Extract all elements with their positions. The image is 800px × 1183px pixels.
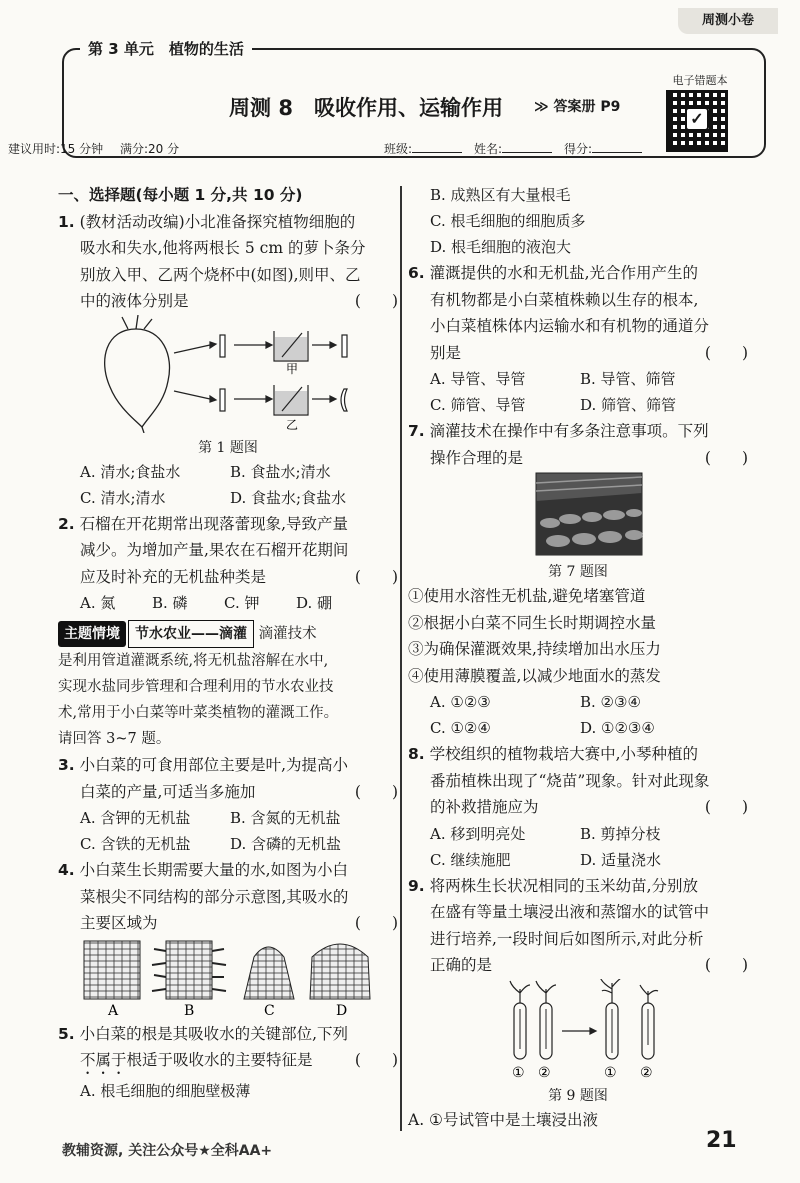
q1-answer-paren[interactable]: ( )	[354, 292, 398, 310]
q7-number: 7.	[408, 422, 425, 440]
q6-line-3: 小白菜植株体内运输水和有机物的通道分	[430, 317, 710, 335]
q1-line-3: 别放入甲、乙两个烧杯中(如图),则甲、乙	[80, 265, 361, 284]
beaker-b-label: 乙	[286, 417, 299, 432]
zone-label-b: B	[184, 1002, 195, 1017]
seedling-2-before	[536, 981, 556, 1003]
q5-line-1: 小白菜的根是其吸收水的关键部位,下列	[79, 1024, 349, 1043]
question-9	[408, 873, 748, 1134]
q1-figure	[58, 315, 398, 433]
corner-tag: 周测小卷	[678, 8, 778, 34]
q5-option-b-row	[408, 182, 748, 208]
tube-label-4: ②	[640, 1064, 653, 1081]
zone-label-c: C	[264, 1002, 275, 1017]
page-number: 21	[706, 1128, 737, 1153]
q4-line-2: 菜根尖不同结构的部分示意图,其吸水的	[80, 887, 349, 906]
q8-option-a[interactable]: A. 移到明亮处	[430, 824, 526, 843]
q2-line-3: 应及时补充的无机盐种类是	[80, 567, 267, 586]
q3-number: 3.	[58, 756, 75, 774]
q8-number: 8.	[408, 745, 425, 763]
name-label	[474, 140, 552, 157]
score-label	[564, 140, 642, 157]
beaker-a-label: 甲	[286, 361, 299, 376]
week-title: 周测 8 吸收作用、运输作用	[229, 96, 503, 120]
q7-option-a[interactable]: A. ①②③	[430, 693, 491, 711]
q5-option-c[interactable]: C. 根毛细胞的细胞质多	[430, 212, 586, 230]
q7-option-c[interactable]: C. ①②④	[430, 719, 491, 737]
footer-text: 教辅资源, 关注公众号★全科AA+	[62, 1143, 273, 1159]
score-label-text: 得分:	[564, 142, 593, 156]
name-label-text: 姓名:	[474, 142, 503, 156]
q7-caption: 第 7 题图	[548, 564, 608, 580]
q2-options	[58, 590, 398, 616]
answer-reference: ≫ 答案册 P9	[534, 99, 621, 115]
q1-option-a[interactable]: A. 清水;食盐水	[80, 462, 181, 481]
q1-number: 1.	[58, 212, 75, 231]
q3-option-c[interactable]: C. 含铁的无机盐	[80, 835, 191, 853]
qr-label: 电子错题本	[672, 74, 728, 87]
topic-line-3: 实现水盐同步管理和合理利用的节水农业技	[58, 679, 334, 695]
q1-caption: 第 1 题图	[198, 439, 258, 456]
q9-figure	[408, 979, 748, 1081]
q6-line-2: 有机物都是小白菜植株赖以生存的根本,	[430, 290, 699, 309]
seedling-2-after	[640, 985, 658, 1003]
meta-row	[8, 140, 664, 160]
qr-code[interactable]	[666, 90, 728, 152]
q2-line-1: 石榴在开花期常出现落蕾现象,导致产量	[79, 514, 349, 533]
q5-option-a[interactable]: A. 根毛细胞的细胞壁极薄	[80, 1082, 251, 1100]
root-zone-b	[152, 941, 226, 999]
q3-options-row-2	[58, 831, 398, 857]
q4-line-3: 主要区域为	[80, 914, 158, 932]
q5-emphasis: 不属于	[80, 1051, 127, 1069]
q9-caption: 第 9 题图	[548, 1087, 608, 1104]
q7-item-2: ②根据小白菜不同生长时期调控水量	[408, 613, 657, 632]
topic-label: 主题情境	[58, 621, 126, 647]
q5-option-a-row	[58, 1078, 398, 1104]
q4-line-1: 小白菜生长期需要大量的水,如图为小白	[79, 861, 349, 879]
question-8	[408, 741, 748, 873]
q7-answer-paren[interactable]: ( )	[704, 448, 748, 467]
right-column	[408, 182, 748, 1133]
tube-label-3: ①	[604, 1064, 617, 1081]
unit-title: 第 3 单元 植物的生活	[80, 38, 252, 59]
topic-line-5: 请回答 3~7 题。	[58, 731, 171, 747]
q5-option-b[interactable]: B. 成熟区有大量根毛	[430, 186, 571, 204]
q7-option-d[interactable]: D. ①②③④	[580, 719, 655, 737]
topic-context	[58, 620, 398, 752]
suggested-time: 建议用时:15 分钟	[8, 142, 104, 156]
check-icon: ✓	[685, 107, 709, 131]
q1-line-4: 中的液体分别是	[80, 292, 189, 310]
arrows	[174, 342, 336, 402]
q2-option-a[interactable]: A. 氮	[80, 594, 116, 612]
q6-line-1: 灌溉提供的水和无机盐,光合作用产生的	[429, 264, 699, 282]
q6-options-row-1	[408, 366, 748, 392]
beaker-a	[274, 331, 308, 361]
tube-label-2: ②	[538, 1064, 551, 1081]
q7-options-row-1	[408, 689, 748, 715]
q5-option-c-row	[408, 208, 748, 234]
q7-line-1: 滴灌技术在操作中有多条注意事项。下列	[429, 422, 709, 440]
q9-arrow	[562, 1028, 596, 1034]
q8-options-row-2	[408, 847, 748, 873]
q3-line-1: 小白菜的可食用部位主要是叶,为提高小	[79, 756, 349, 774]
q9-line-1: 将两株生长状况相同的玉米幼苗,分别放	[429, 876, 699, 895]
score-blank[interactable]	[592, 141, 642, 153]
tube-label-1: ①	[512, 1064, 525, 1081]
topic-sub: 节水农业——滴灌	[128, 620, 254, 648]
q6-option-c[interactable]: C. 筛管、导管	[430, 396, 526, 414]
q4-number: 4.	[58, 861, 75, 879]
q8-line-3: 的补救措施应为	[430, 798, 539, 816]
q6-number: 6.	[408, 264, 425, 282]
topic-line-2: 是利用管道灌溉系统,将无机盐溶解在水中,	[58, 653, 329, 669]
q8-options-row-1	[408, 821, 748, 847]
left-column	[58, 182, 398, 1104]
q7-item-4: ④使用薄膜覆盖,以减少地面水的蒸发	[408, 666, 661, 685]
q2-number: 2.	[58, 514, 75, 533]
class-blank[interactable]	[412, 141, 462, 153]
q5-option-d-row	[408, 234, 748, 260]
q2-line-2: 减少。为增加产量,果农在石榴开花期间	[80, 541, 349, 559]
q9-number: 9.	[408, 876, 425, 895]
q5-answer-paren[interactable]: ( )	[354, 1051, 398, 1069]
q7-item-1: ①使用水溶性无机盐,避免堵塞管道	[408, 587, 646, 605]
question-3	[58, 752, 398, 857]
q3-option-a[interactable]: A. 含钾的无机盐	[80, 809, 191, 827]
zone-label-d: D	[336, 1002, 348, 1017]
q2-option-d[interactable]: D. 硼	[296, 594, 333, 612]
q2-answer-paren[interactable]: ( )	[354, 567, 398, 586]
question-4	[58, 857, 398, 1021]
q7-option-b[interactable]: B. ②③④	[580, 693, 641, 711]
q8-option-c[interactable]: C. 继续施肥	[430, 850, 511, 869]
q3-option-b[interactable]: B. 含氮的无机盐	[230, 809, 341, 827]
radish-drawing	[105, 315, 170, 433]
q1-option-d[interactable]: D. 食盐水;食盐水	[230, 488, 347, 507]
q5-option-d[interactable]: D. 根毛细胞的液泡大	[430, 238, 572, 256]
q8-line-2: 番茄植株出现了“烧苗”现象。针对此现象	[430, 771, 710, 790]
seedling-1-after	[600, 979, 628, 1003]
section-title: 一、选择题(每小题 1 分,共 10 分)	[58, 186, 303, 204]
question-6	[408, 260, 748, 418]
q5-number: 5.	[58, 1024, 75, 1043]
q6-answer-paren[interactable]: ( )	[704, 343, 748, 362]
q4-figure	[58, 937, 398, 1017]
name-blank[interactable]	[502, 141, 552, 153]
q1-options-row-2	[58, 485, 398, 511]
question-7	[408, 418, 748, 741]
q9-answer-paren[interactable]: ( )	[704, 956, 748, 974]
root-zone-a	[84, 941, 140, 999]
q3-answer-paren[interactable]: ( )	[354, 782, 398, 801]
topic-line-4: 术,常用于小白菜等叶菜类植物的灌溉工作。	[58, 705, 339, 721]
root-zone-d	[310, 944, 370, 999]
q2-option-c[interactable]: C. 钾	[224, 594, 260, 612]
q6-option-a[interactable]: A. 导管、导管	[430, 370, 526, 388]
q7-options-row-2	[408, 715, 748, 741]
header-box	[8, 40, 766, 158]
q1-options-row-1	[58, 459, 398, 485]
question-5	[58, 1021, 398, 1105]
q1-option-b[interactable]: B. 食盐水;清水	[230, 462, 331, 481]
q5-line-2: 根适于吸收水的主要特征是	[126, 1051, 313, 1069]
q3-options-row-1	[58, 805, 398, 831]
question-1	[58, 209, 398, 511]
class-label	[384, 140, 462, 157]
q9-line-3: 进行培养,一段时间后如图所示,对此分析	[430, 929, 704, 948]
q6-line-4: 别是	[430, 343, 462, 362]
seedling-1-before	[510, 981, 530, 1003]
q6-options-row-2	[408, 392, 748, 418]
q1-line-1: (教材活动改编)小北准备探究植物细胞的	[79, 212, 356, 231]
q7-item-3: ③为确保灌溉效果,持续增加出水压力	[408, 640, 661, 658]
question-2	[58, 511, 398, 617]
column-divider	[400, 186, 402, 1131]
q8-line-1: 学校组织的植物栽培大赛中,小琴种植的	[429, 745, 699, 763]
zone-label-a: A	[108, 1002, 119, 1017]
q4-answer-paren[interactable]: ( )	[354, 914, 398, 932]
beaker-b	[274, 385, 308, 415]
q9-line-4: 正确的是	[430, 956, 493, 974]
q7-photo	[408, 471, 748, 557]
q8-option-d[interactable]: D. 适量浇水	[580, 850, 662, 869]
q1-option-c[interactable]: C. 清水;清水	[80, 488, 166, 507]
q3-line-2: 白菜的产量,可适当多施加	[80, 782, 256, 801]
root-zone-c	[244, 947, 294, 999]
full-score: 满分:20 分	[120, 142, 180, 156]
q6-option-d[interactable]: D. 筛管、筛管	[580, 396, 677, 414]
class-label-text: 班级:	[384, 142, 413, 156]
q9-line-2: 在盛有等量土壤浸出液和蒸馏水的试管中	[430, 903, 710, 921]
q2-option-b[interactable]: B. 磷	[152, 594, 188, 612]
q9-option-a[interactable]: A. ①号试管中是土壤浸出液	[408, 1110, 598, 1129]
q8-answer-paren[interactable]: ( )	[704, 798, 748, 816]
q6-option-b[interactable]: B. 导管、筛管	[580, 370, 676, 388]
q1-line-2: 吸水和失水,他将两根长 5 cm 的萝卜条分	[80, 239, 366, 257]
q7-line-2: 操作合理的是	[430, 448, 524, 467]
q8-option-b[interactable]: B. 剪掉分枝	[580, 824, 661, 843]
q3-option-d[interactable]: D. 含磷的无机盐	[230, 835, 342, 853]
topic-line-1: 滴灌技术	[258, 626, 317, 642]
